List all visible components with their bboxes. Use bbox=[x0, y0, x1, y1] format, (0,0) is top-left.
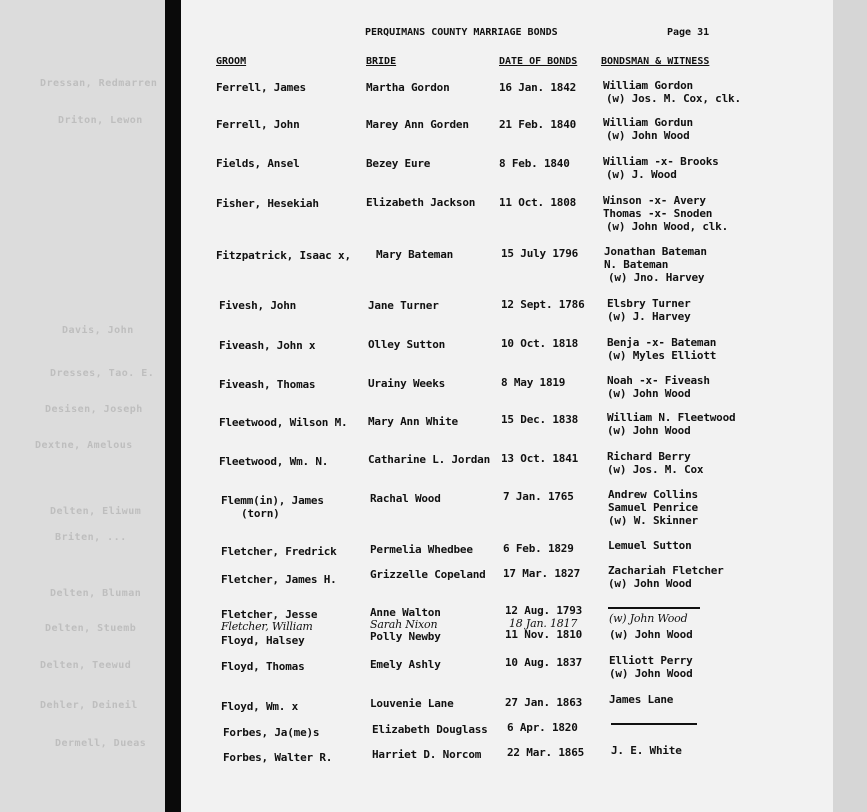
bondsman-2: Thomas -x- Snoden bbox=[603, 207, 713, 220]
col-header-bondsman: BONDSMAN & WITNESS bbox=[601, 56, 710, 67]
groom-name: Forbes, Ja(me)s bbox=[223, 726, 320, 739]
bondsman: Benja -x- Bateman bbox=[607, 336, 717, 349]
witness: (w) W. Skinner bbox=[608, 514, 698, 527]
page-number: Page 31 bbox=[667, 27, 710, 38]
bride-name: Martha Gordon bbox=[366, 81, 450, 94]
ghost-text: Delten, Eliwum bbox=[50, 506, 142, 517]
bride-name: Jane Turner bbox=[368, 299, 439, 312]
bond-date: 12 Aug. 1793 bbox=[505, 604, 583, 617]
witness: (w) J. Harvey bbox=[607, 310, 691, 323]
groom-note: (torn) bbox=[241, 507, 280, 520]
groom-name: Floyd, Halsey bbox=[221, 634, 305, 647]
witness-handwritten: (w) John Wood bbox=[609, 612, 688, 625]
bond-date: 16 Jan. 1842 bbox=[499, 81, 577, 94]
book-binding bbox=[165, 0, 181, 812]
witness: (w) John Wood bbox=[607, 424, 691, 437]
bondsman: Winson -x- Avery bbox=[603, 194, 706, 207]
bond-date: 11 Nov. 1810 bbox=[505, 628, 583, 641]
bond-date: 27 Jan. 1863 bbox=[505, 696, 583, 709]
witness: (w) John Wood bbox=[609, 667, 693, 680]
witness: (w) John Wood, clk. bbox=[606, 220, 729, 233]
bondsman: Jonathan Bateman bbox=[604, 245, 707, 258]
groom-name: Fletcher, James H. bbox=[221, 573, 337, 586]
bondsman: Andrew Collins bbox=[608, 488, 698, 501]
bride-name: Marey Ann Gorden bbox=[366, 118, 469, 131]
witness: (w) Myles Elliott bbox=[607, 349, 717, 362]
col-header-date: DATE OF BONDS bbox=[499, 56, 578, 67]
bride-name: Polly Newby bbox=[370, 630, 441, 643]
bride-name: Rachal Wood bbox=[370, 492, 441, 505]
ghost-text: Davis, John bbox=[62, 325, 134, 336]
bondsman: Elliott Perry bbox=[609, 654, 693, 667]
witness: (w) John Wood bbox=[607, 387, 691, 400]
bride-name: Grizzelle Copeland bbox=[370, 568, 486, 581]
bondsman: Lemuel Sutton bbox=[608, 539, 692, 552]
ghost-text: Desisen, Joseph bbox=[45, 404, 143, 415]
groom-name: Forbes, Walter R. bbox=[223, 751, 333, 764]
bond-date: 21 Feb. 1840 bbox=[499, 118, 577, 131]
groom-name: Fisher, Hesekiah bbox=[216, 197, 319, 210]
witness: (w) John Wood bbox=[609, 628, 693, 641]
ghost-text: Delten, Stuemb bbox=[45, 623, 137, 634]
bride-name: Urainy Weeks bbox=[368, 377, 446, 390]
bondsman-2: Samuel Penrice bbox=[608, 501, 698, 514]
groom-name: Fletcher, Fredrick bbox=[221, 545, 337, 558]
bond-date: 7 Jan. 1765 bbox=[503, 490, 574, 503]
groom-name: Fleetwood, Wm. N. bbox=[219, 455, 329, 468]
col-header-groom: GROOM bbox=[216, 56, 247, 67]
groom-name: Floyd, Thomas bbox=[221, 660, 305, 673]
bond-date: 13 Oct. 1841 bbox=[501, 452, 579, 465]
bond-date: 17 Mar. 1827 bbox=[503, 567, 581, 580]
groom-name: Fitzpatrick, Isaac x, bbox=[216, 249, 351, 262]
bond-date: 12 Sept. 1786 bbox=[501, 298, 585, 311]
ghost-text: Briten, ... bbox=[55, 532, 127, 543]
bride-name: Mary Bateman bbox=[376, 248, 454, 261]
groom-name: Fields, Ansel bbox=[216, 157, 300, 170]
ghost-text: Dermell, Dueas bbox=[55, 738, 147, 749]
page-title: PERQUIMANS COUNTY MARRIAGE BONDS bbox=[365, 27, 558, 38]
groom-name: Fletcher, Jesse bbox=[221, 608, 318, 621]
ghost-text: Dehler, Deineil bbox=[40, 700, 138, 711]
witness: (w) John Wood bbox=[606, 129, 690, 142]
witness: (w) Jos. M. Cox, clk. bbox=[606, 92, 741, 105]
bride-name-handwritten: Sarah Nixon bbox=[370, 618, 438, 631]
bondsman: William Gordun bbox=[603, 116, 693, 129]
groom-name: Fiveash, John x bbox=[219, 339, 316, 352]
bondsman: William Gordon bbox=[603, 79, 693, 92]
groom-name: Fleetwood, Wilson M. bbox=[219, 416, 348, 429]
bondsman: J. E. White bbox=[611, 744, 682, 757]
ghost-text: Dressan, Redmarren bbox=[40, 78, 158, 89]
blank-dash-line bbox=[611, 723, 697, 725]
witness: (w) John Wood bbox=[608, 577, 692, 590]
bond-date-handwritten: 18 Jan. 1817 bbox=[509, 617, 578, 630]
groom-name: Fiveash, Thomas bbox=[219, 378, 316, 391]
bride-name: Harriet D. Norcom bbox=[372, 748, 482, 761]
bride-name: Catharine L. Jordan bbox=[368, 453, 491, 466]
witness: (w) J. Wood bbox=[606, 168, 677, 181]
witness: (w) Jos. M. Cox bbox=[607, 463, 704, 476]
bond-date: 15 Dec. 1838 bbox=[501, 413, 579, 426]
bride-name: Mary Ann White bbox=[368, 415, 458, 428]
next-page-strip bbox=[833, 0, 867, 812]
bride-name: Elizabeth Jackson bbox=[366, 196, 476, 209]
groom-name: Floyd, Wm. x bbox=[221, 700, 299, 713]
ghost-text: Dresses, Tao. E. bbox=[50, 368, 155, 379]
bride-name: Emely Ashly bbox=[370, 658, 441, 671]
bondsman: Richard Berry bbox=[607, 450, 691, 463]
bondsman-2: N. Bateman bbox=[604, 258, 669, 271]
groom-name: Ferrell, James bbox=[216, 81, 306, 94]
col-header-bride: BRIDE bbox=[366, 56, 397, 67]
document-page bbox=[181, 0, 833, 812]
bondsman: Zachariah Fletcher bbox=[608, 564, 724, 577]
bride-name: Anne Walton bbox=[370, 606, 441, 619]
ghost-text: Delten, Teewud bbox=[40, 660, 132, 671]
bond-date: 10 Oct. 1818 bbox=[501, 337, 579, 350]
bride-name: Permelia Whedbee bbox=[370, 543, 473, 556]
ghost-text: Delten, Bluman bbox=[50, 588, 142, 599]
previous-page-strip bbox=[0, 0, 165, 812]
bondsman: James Lane bbox=[609, 693, 674, 706]
bond-date: 8 May 1819 bbox=[501, 376, 566, 389]
groom-name-handwritten: Fletcher, William bbox=[221, 620, 313, 633]
witness: (w) Jno. Harvey bbox=[608, 271, 705, 284]
bond-date: 6 Feb. 1829 bbox=[503, 542, 574, 555]
bond-date: 6 Apr. 1820 bbox=[507, 721, 578, 734]
bondsman: William N. Fleetwood bbox=[607, 411, 736, 424]
bond-date: 15 July 1796 bbox=[501, 247, 579, 260]
bond-date: 10 Aug. 1837 bbox=[505, 656, 583, 669]
groom-name: Ferrell, John bbox=[216, 118, 300, 131]
bond-date: 8 Feb. 1840 bbox=[499, 157, 570, 170]
bond-date: 11 Oct. 1808 bbox=[499, 196, 577, 209]
blank-dash-line bbox=[608, 607, 700, 609]
bondsman: William -x- Brooks bbox=[603, 155, 719, 168]
ghost-text: Driton, Lewon bbox=[58, 115, 143, 126]
bride-name: Elizabeth Douglass bbox=[372, 723, 488, 736]
bondsman: Elsbry Turner bbox=[607, 297, 691, 310]
bride-name: Olley Sutton bbox=[368, 338, 446, 351]
bride-name: Bezey Eure bbox=[366, 157, 431, 170]
groom-name: Flemm(in), James bbox=[221, 494, 324, 507]
bride-name: Louvenie Lane bbox=[370, 697, 454, 710]
groom-name: Fivesh, John bbox=[219, 299, 297, 312]
ghost-text: Dextne, Amelous bbox=[35, 440, 133, 451]
bond-date: 22 Mar. 1865 bbox=[507, 746, 585, 759]
bondsman: Noah -x- Fiveash bbox=[607, 374, 710, 387]
